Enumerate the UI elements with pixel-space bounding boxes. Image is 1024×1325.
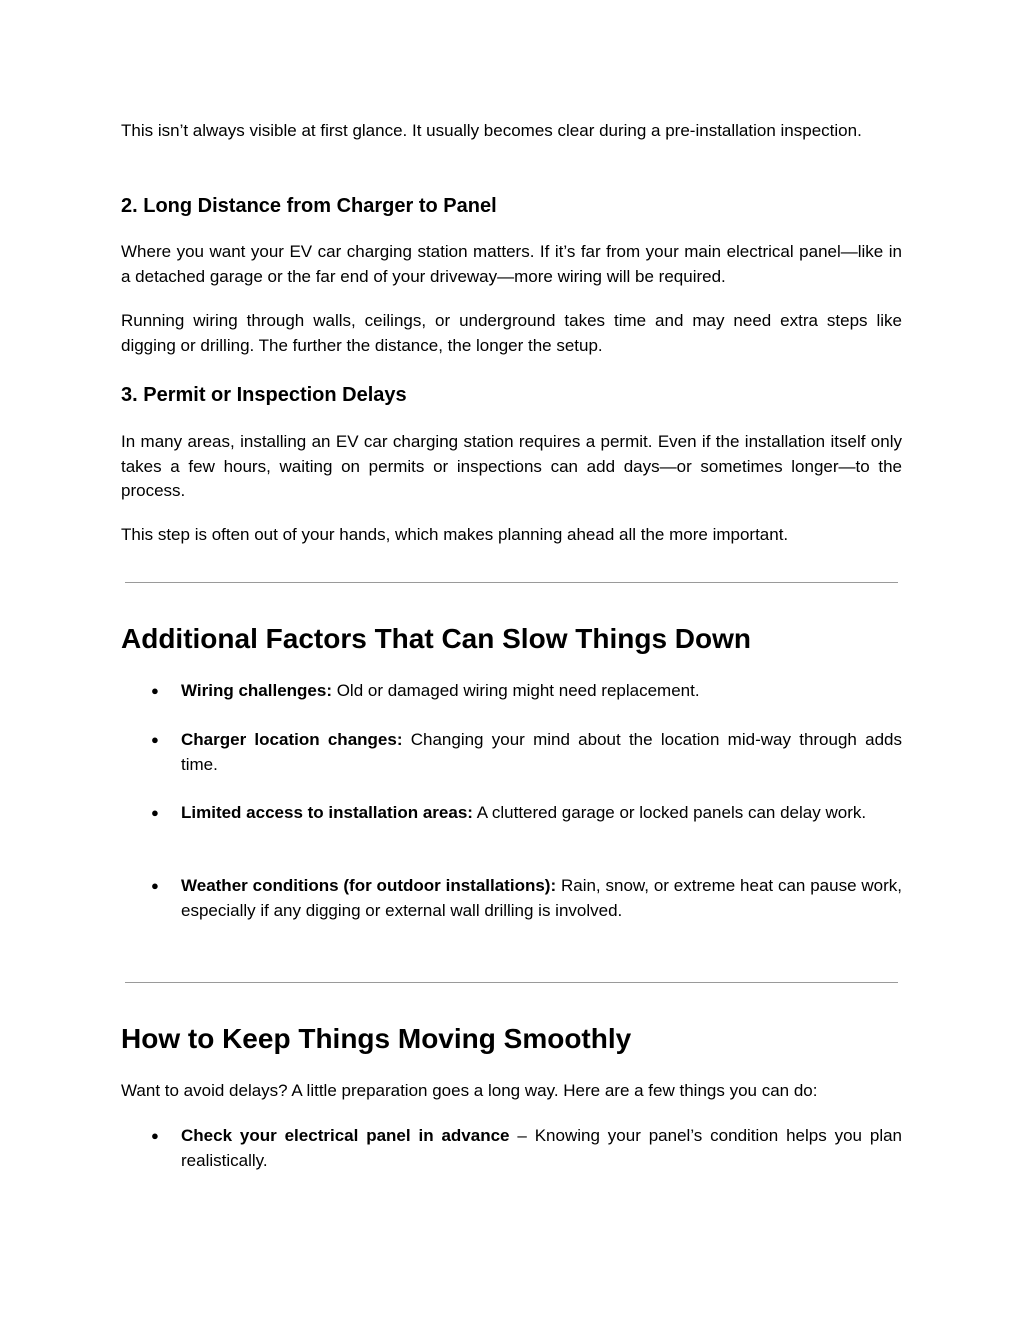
list-item-text [181,874,902,923]
bullet-icon: ● [151,878,159,893]
section-3-paragraph-2: This step is often out of your hands, which makes planning ahead all the more important. [121,525,789,544]
list-item-description: Changing your mind about the location mid-way through adds time. [181,730,902,774]
bullet-icon: ● [151,732,159,747]
bullet-icon: ● [151,683,159,698]
list-item-text [181,801,902,826]
horizontal-divider [125,582,898,583]
bullet-icon: ● [151,1128,159,1143]
section-2-heading: 2. Long Distance from Charger to Panel [121,195,497,217]
section-2-paragraph-1: Where you want your EV car charging station matters. If it’s far from your main electrical panel—like in a detached garage or the far end of your driveway—more wiring will be required. [121,242,902,286]
section-3-paragraph-1: In many areas, installing an EV car charging station requires a permit. Even if the installation itself only takes a few hours, waiting on permits or inspections can add days—or sometimes longer—to the process. [121,432,902,500]
list-item-term: Check your electrical panel in advance [181,1126,510,1145]
intro-paragraph: This isn’t always visible at first glance. It usually becomes clear during a pre-installation inspection. [121,121,862,140]
keep-moving-intro: Want to avoid delays? A little preparation goes a long way. Here are a few things you can do: [121,1081,818,1100]
list-item-term: Limited access to installation areas: [181,803,473,822]
additional-factors-heading: Additional Factors That Can Slow Things Down [121,623,751,654]
list-item-text [181,679,902,704]
section-3-heading: 3. Permit or Inspection Delays [121,384,407,406]
horizontal-divider [125,982,898,983]
list-item-text [181,1124,902,1173]
list-item-term: Weather conditions (for outdoor installations): [181,876,557,895]
list-item-description: Old or damaged wiring might need replacement. [331,681,700,700]
list-item-description: A cluttered garage or locked panels can delay work. [472,803,867,822]
keep-moving-heading: How to Keep Things Moving Smoothly [121,1023,632,1054]
list-item-term: Charger location changes: [181,730,403,749]
list-item-text [181,728,902,777]
list-item-description: – Knowing your panel’s condition helps you plan realistically. [181,1126,903,1170]
section-2-paragraph-2: Running wiring through walls, ceilings, or underground takes time and may need extra steps like digging or drilling. The further the distance, the longer the setup. [121,311,902,355]
list-item-description: Rain, snow, or extreme heat can pause work, especially if any digging or external wall drilling is involved. [181,876,903,920]
list-item-term: Wiring challenges: [181,681,332,700]
bullet-icon: ● [151,805,159,820]
